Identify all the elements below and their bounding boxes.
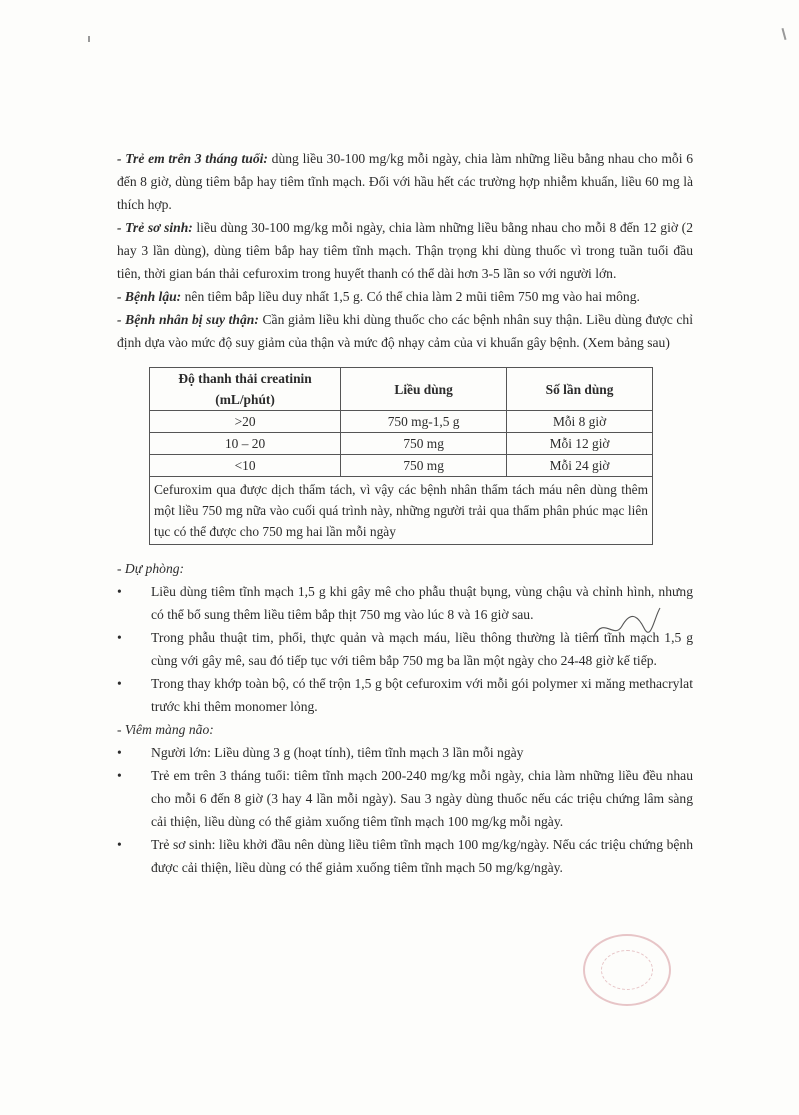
table-note-row — [150, 477, 653, 545]
paragraph-newborn — [117, 216, 693, 285]
table-cell: 750 mg — [341, 433, 507, 455]
paragraph-children — [117, 147, 693, 216]
bullet-icon: • — [117, 768, 122, 783]
paragraph-text: nên tiêm bắp liều duy nhất 1,5 g. Có thể chia làm 2 mũi tiêm 750 mg vào hai mông. — [181, 289, 640, 304]
bullet-icon: • — [117, 745, 122, 760]
dosage-table — [149, 367, 653, 545]
table-header: Liều dùng — [341, 368, 507, 411]
section-heading: - Bệnh lậu: — [117, 289, 182, 304]
list-item-text: Trong phẫu thuật tim, phổi, thực quản và mạch máu, liều thông thường là tiêm tĩnh mạch 1,5 g cùng với gây mê, sau đó tiếp tục với tiêm bắp 750 mg ba lần một ngày cho 24-48 giờ kế tiếp. — [151, 630, 693, 668]
scan-mark — [88, 36, 90, 42]
bullet-icon: • — [117, 676, 122, 691]
table-header: Độ thanh thải creatinin (mL/phút) — [150, 368, 341, 411]
paragraph-text: dùng liều 30-100 mg/kg mỗi ngày, chia làm những liều bằng nhau cho mỗi 6 đến 8 giờ, dùng tiêm bắp hay tiêm tĩnh mạch. Đối với hầu hết các trường hợp nhiễm khuẩn, liều 60 mg là thích hợp. — [117, 151, 693, 212]
table-cell: 750 mg-1,5 g — [341, 411, 507, 433]
table-cell: Mỗi 8 giờ — [507, 411, 653, 433]
scan-mark — [781, 28, 786, 40]
list-item — [117, 672, 693, 718]
document-body — [117, 147, 693, 879]
paragraph-text: liều dùng 30-100 mg/kg mỗi ngày, chia làm những liều bằng nhau cho mỗi 8 đến 12 giờ (2 hay 3 lần dùng), dùng tiêm bắp hay tiêm tĩnh mạch. Thận trọng khi dùng thuốc vì trong tuần tuổi đầu tiên, thời gian bán thải cefuroxim trong huyết thanh có thể dài hơn 3-5 lần so với người lớn. — [117, 220, 693, 281]
list-item-text: Trẻ em trên 3 tháng tuổi: tiêm tĩnh mạch 200-240 mg/kg mỗi ngày, chia làm những liều đều nhau cho mỗi 6 đến 8 giờ (3 hay 4 lần mỗi ngày). Sau 3 ngày dùng thuốc nếu các triệu chứng lâm sàng cải thiện, liều dùng có thể giảm xuống tiêm tĩnh mạch 100 mg/kg mỗi ngày. — [151, 768, 693, 829]
table-row — [150, 411, 653, 433]
list-item-text: Người lớn: Liều dùng 3 g (hoạt tính), tiêm tĩnh mạch 3 lần mỗi ngày — [151, 745, 524, 760]
table-row — [150, 455, 653, 477]
paragraph-gonorrhea — [117, 285, 693, 308]
table-cell: Mỗi 12 giờ — [507, 433, 653, 455]
seal-stamp — [583, 934, 671, 1006]
table-header: Số lần dùng — [507, 368, 653, 411]
signature-mark — [592, 606, 662, 646]
list-item — [117, 764, 693, 833]
table-note: Cefuroxim qua được dịch thẩm tách, vì vậy các bệnh nhân thẩm tách máu nên dùng thêm một liều 750 mg nữa vào cuối quá trình này, những người trải qua thẩm phân phúc mạc liên tục có thể được cho 750 mg hai lần mỗi ngày — [150, 477, 653, 545]
table-header-row — [150, 368, 653, 411]
table-cell: Mỗi 24 giờ — [507, 455, 653, 477]
table-cell: 750 mg — [341, 455, 507, 477]
section-heading: - Dự phòng: — [117, 561, 185, 576]
bullet-icon: • — [117, 584, 122, 599]
table-cell: <10 — [150, 455, 341, 477]
bullet-icon: • — [117, 837, 122, 852]
list-item — [117, 741, 693, 764]
bullet-icon: • — [117, 630, 122, 645]
list-item-text: Trẻ sơ sinh: liều khởi đầu nên dùng liều tiêm tĩnh mạch 100 mg/kg/ngày. Nếu các triệu chứng bệnh được cải thiện, liều dùng có thể giảm xuống tiêm tĩnh mạch 50 mg/kg/ngày. — [151, 837, 693, 875]
table-cell: >20 — [150, 411, 341, 433]
table-cell: 10 – 20 — [150, 433, 341, 455]
section-heading: - Viêm màng não: — [117, 722, 214, 737]
section-meningitis-heading — [117, 718, 693, 741]
section-heading: - Trẻ sơ sinh: — [117, 220, 193, 235]
paragraph-renal — [117, 308, 693, 354]
table-row — [150, 433, 653, 455]
section-heading: - Trẻ em trên 3 tháng tuổi: — [117, 151, 268, 166]
list-item — [117, 833, 693, 879]
list-item-text: Liều dùng tiêm tĩnh mạch 1,5 g khi gây mê cho phẫu thuật bụng, vùng chậu và chỉnh hình, nhưng có thể bổ sung thêm liều tiêm bắp thịt 750 mg vào lúc 8 và 16 giờ sau. — [151, 584, 693, 622]
paragraph-text: Cần giảm liều khi dùng thuốc cho các bệnh nhân suy thận. Liều dùng được chỉ định dựa vào mức độ suy giảm của thận và mức độ nhạy cảm của vi khuẩn gây bệnh. (Xem bảng sau) — [117, 312, 693, 350]
section-prophylaxis-heading — [117, 557, 693, 580]
list-item-text: Trong thay khớp toàn bộ, có thể trộn 1,5 g bột cefuroxim với mỗi gói polymer xi măng methacrylat trước khi thêm monomer lỏng. — [151, 676, 693, 714]
section-heading: - Bệnh nhân bị suy thận: — [117, 312, 259, 327]
